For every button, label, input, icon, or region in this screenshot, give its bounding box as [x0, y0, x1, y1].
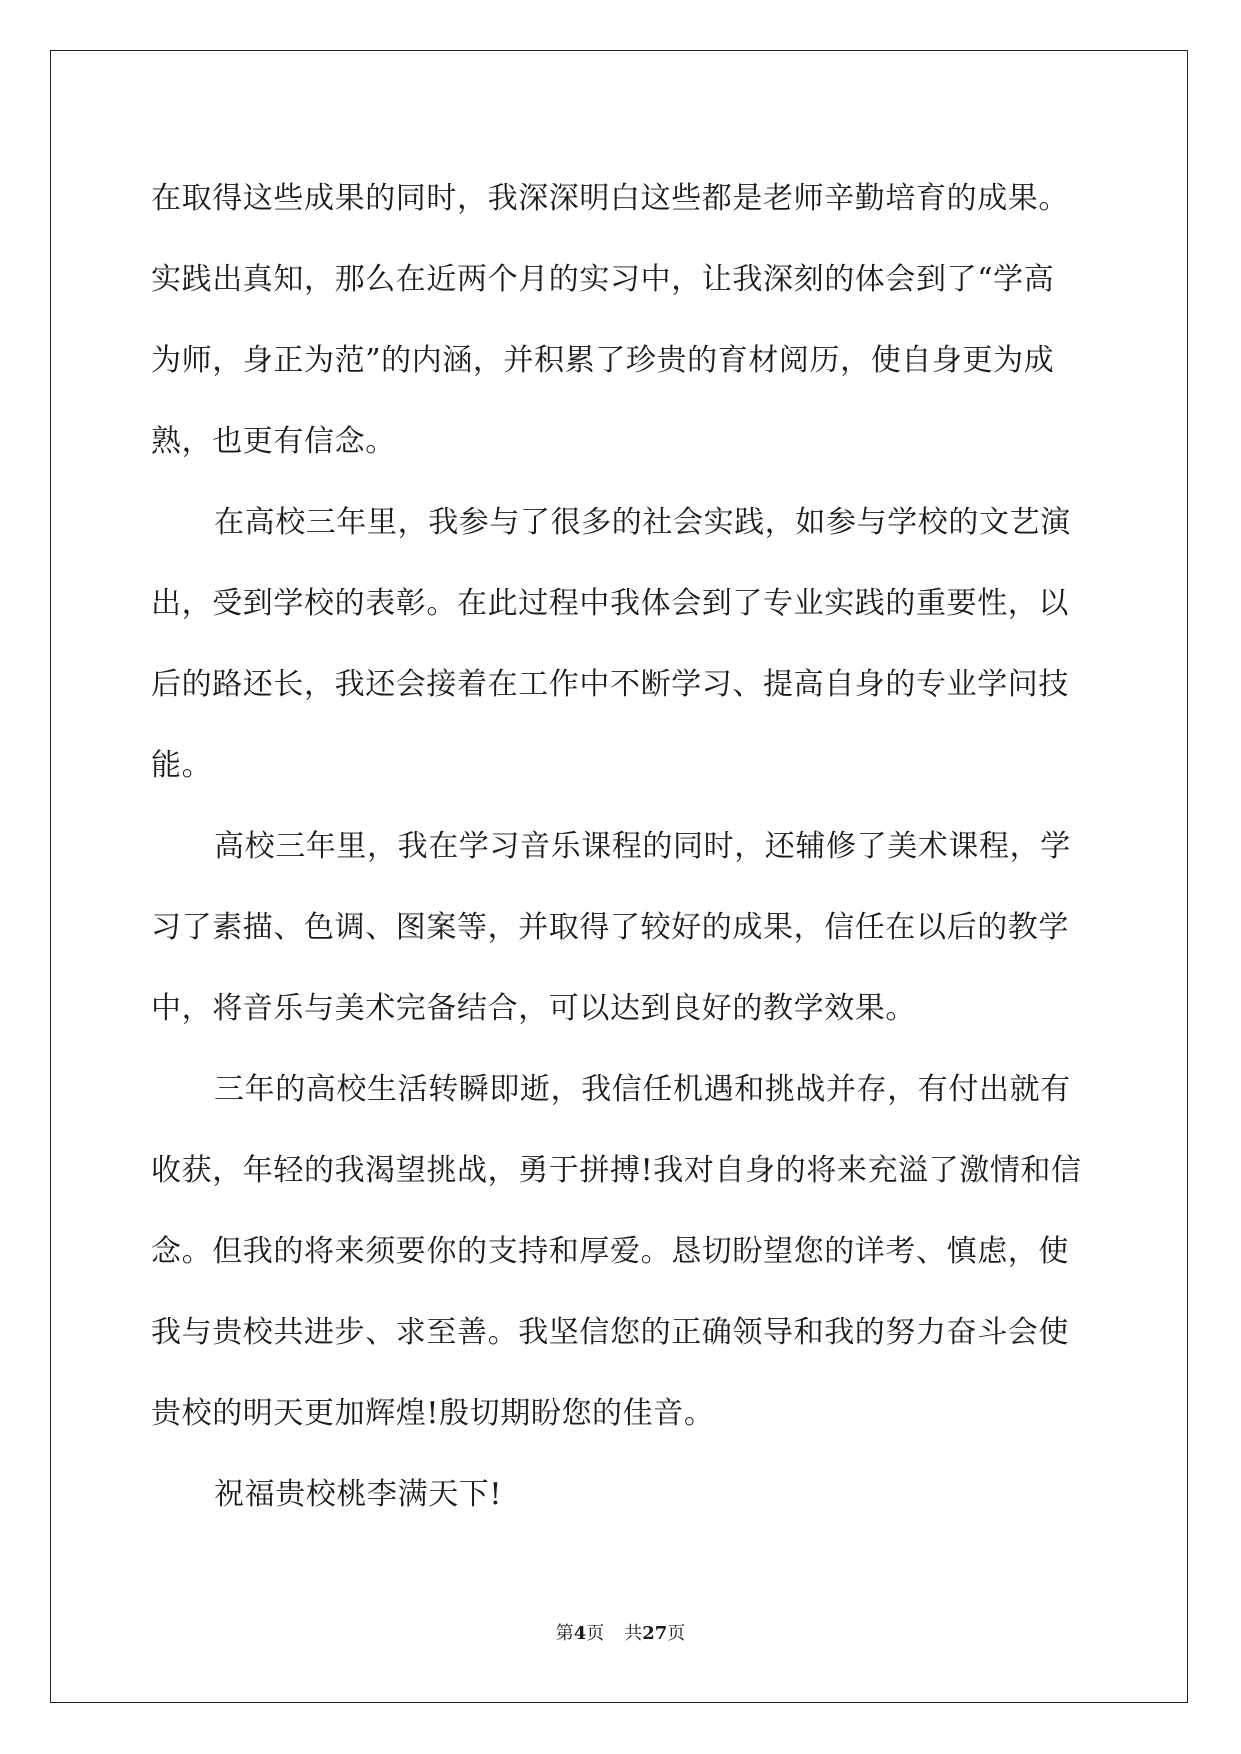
text-line-12: 三年的高校生活转瞬即逝，我信任机遇和挑战并存，有付出就有 [214, 1072, 1071, 1107]
page-footer [0, 1622, 1241, 1646]
text-line-8: 能。 [151, 748, 213, 783]
text-line-5: 在高校三年里，我参与了很多的社会实践，如参与学校的文艺演 [214, 505, 1071, 540]
page-number: 4 [573, 1623, 587, 1644]
text-line-11: 中，将音乐与美术完备结合，可以达到良好的教学效果。 [151, 991, 916, 1026]
total-suffix: 页 [667, 1623, 686, 1644]
text-line-17: 祝福贵校桃李满天下! [214, 1477, 503, 1512]
text-line-1: 在取得这些成果的同时，我深深明白这些都是老师辛勤培育的成果。 [151, 181, 1069, 216]
page-prefix: 第 [555, 1623, 574, 1644]
text-line-13: 收获，年轻的我渴望挑战，勇于拼搏!我对自身的将来充溢了激情和信 [151, 1153, 1082, 1188]
page-suffix: 页 [586, 1623, 605, 1644]
text-line-4: 熟，也更有信念。 [151, 424, 396, 459]
text-line-16: 贵校的明天更加辉煌!殷切期盼您的佳音。 [151, 1396, 715, 1431]
document-body [151, 158, 1091, 1535]
text-line-7: 后的路还长，我还会接着在工作中不断学习、提高自身的专业学问技 [151, 667, 1069, 702]
total-pages: 27 [642, 1623, 668, 1644]
text-line-3: 为师，身正为范”的内涵，并积累了珍贵的育材阅历，使自身更为成 [151, 343, 1055, 378]
text-line-14: 念。但我的将来须要你的支持和厚爱。恳切盼望您的详考、慎虑，使 [151, 1234, 1069, 1269]
text-line-15: 我与贵校共进步、求至善。我坚信您的正确领导和我的努力奋斗会使 [151, 1315, 1069, 1350]
text-line-2: 实践出真知，那么在近两个月的实习中，让我深刻的体会到了“学高 [151, 262, 1055, 297]
text-line-9: 高校三年里，我在学习音乐课程的同时，还辅修了美术课程，学 [214, 829, 1071, 864]
text-line-10: 习了素描、色调、图案等，并取得了较好的成果，信任在以后的教学 [151, 910, 1069, 945]
total-prefix: 共 [624, 1623, 643, 1644]
text-line-6: 出，受到学校的表彰。在此过程中我体会到了专业实践的重要性，以 [151, 586, 1069, 621]
